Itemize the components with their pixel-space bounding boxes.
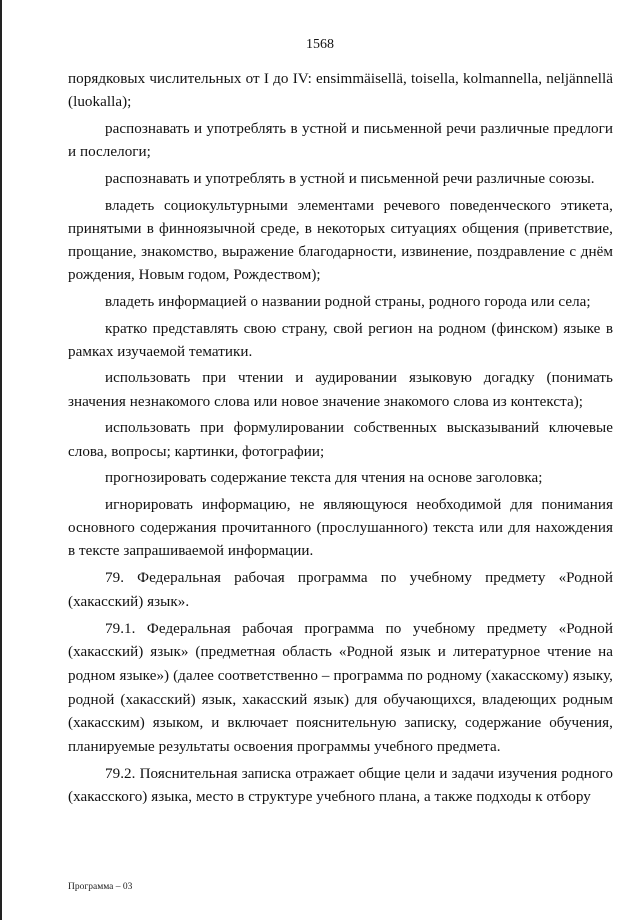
- document-body: [68, 68, 613, 814]
- paragraph-homeland: владеть информацией о названии родной страны, родного города или села;: [105, 293, 591, 310]
- paragraph-prepositions: распознавать и употреблять в устной и письменной речи различные предлоги и послелоги;: [68, 120, 613, 161]
- page-number: 1568: [306, 37, 334, 52]
- section-79-1: 79.1. Федеральная рабочая программа по учебному предмету «Родной (хакасский) язык» (предметная область «Родной язык и литературное чтение на родном языке») (далее соответственно – программа по родному (хакасскому) языку, родной (хакасский) язык, хакасский язык) для обучающихся, владеющих родным (хакасским) языком, и включает пояснительную записку, содержание обучения, планируемые результаты освоения программы учебного предмета.: [68, 620, 613, 755]
- footer-label: Программа – 03: [68, 882, 133, 892]
- paragraph-etiquette: владеть социокультурными элементами речевого поведенческого этикета, принятыми в финноязычной среде, в некоторых ситуациях общения (приветствие, прощание, знакомство, выражение благодарности, извинение, поздравление с днём рождения, Новым годом, Рождеством);: [68, 197, 613, 284]
- page-edge: [0, 0, 2, 920]
- paragraph-language-guess: использовать при чтении и аудировании языковую догадку (понимать значения незнакомого слова или новое значение знакомого слова из контекста);: [68, 370, 613, 410]
- section-79-heading: 79. Федеральная рабочая программа по учебному предмету «Родной (хакасский) язык».: [68, 570, 613, 610]
- paragraph-predict: прогнозировать содержание текста для чтения на основе заголовка;: [105, 470, 543, 487]
- paragraph-ordinals: порядковых числительных от I до IV: ensimmäisellä, toisella, kolmannella, neljännellä (luokalla);: [68, 71, 613, 111]
- paragraph-conjunctions: распознавать и употреблять в устной и письменной речи различные союзы.: [105, 170, 595, 187]
- paragraph-ignore: игнорировать информацию, не являющуюся необходимой для понимания основного содержания прочитанного (прослушанного) текста или для нахождения в тексте запрашиваемой информации.: [68, 496, 613, 560]
- paragraph-present-country: кратко представлять свою страну, свой регион на родном (финском) языке в рамках изучаемой тематики.: [68, 320, 613, 360]
- paragraph-keywords: использовать при формулировании собственных высказываний ключевые слова, вопросы; картинки, фотографии;: [68, 420, 613, 460]
- section-79-2: 79.2. Пояснительная записка отражает общие цели и задачи изучения родного (хакасского) языка, место в структуре учебного плана, а также подходы к отбору: [68, 765, 613, 806]
